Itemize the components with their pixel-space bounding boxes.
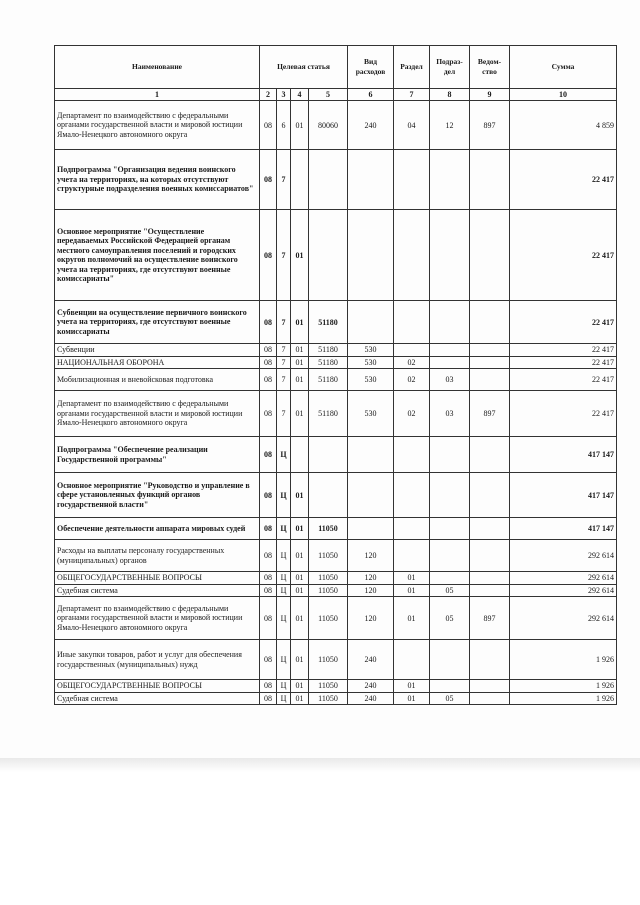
row-name-cell: Департамент по взаимодействию с федеральными органами государственной власти и мировой юстиции Ямало-Ненецкого автономного округа [55, 391, 260, 437]
department-cell [470, 150, 510, 210]
sum-cell: 22 417 [510, 356, 617, 369]
direction-code-cell: 11050 [309, 692, 348, 705]
program-code-cell: 08 [260, 301, 277, 344]
subsection-cell [430, 301, 470, 344]
sum-cell: 417 147 [510, 518, 617, 540]
direction-code-cell: 11050 [309, 640, 348, 680]
table-row [55, 572, 617, 585]
section-cell: 02 [394, 356, 430, 369]
sum-cell: 22 417 [510, 210, 617, 301]
header-sum: Сумма [510, 46, 617, 89]
program-code-cell: 08 [260, 584, 277, 597]
subprogram-code-cell: 6 [277, 101, 291, 150]
program-code-cell: 08 [260, 597, 277, 640]
expense-kind-cell: 120 [348, 597, 394, 640]
direction-code-cell: 51180 [309, 369, 348, 391]
sum-cell: 1 926 [510, 692, 617, 705]
row-name-cell: Основное мероприятие "Осуществление передаваемых Российской Федерацией органам местного самоуправления поселений и городских округов полномочий на осуществление воинского учета на территориях, где отсутствуют военные комиссариаты" [55, 210, 260, 301]
subprogram-code-cell: 7 [277, 391, 291, 437]
department-cell [470, 692, 510, 705]
table-row [55, 356, 617, 369]
direction-code-cell [309, 473, 348, 518]
sum-cell: 22 417 [510, 369, 617, 391]
sum-cell: 22 417 [510, 391, 617, 437]
activity-code-cell: 01 [291, 597, 309, 640]
activity-code-cell: 01 [291, 356, 309, 369]
column-number: 10 [510, 89, 617, 101]
program-code-cell: 08 [260, 692, 277, 705]
subsection-cell [430, 150, 470, 210]
expense-kind-cell: 120 [348, 540, 394, 572]
column-number: 6 [348, 89, 394, 101]
subsection-cell [430, 344, 470, 357]
subsection-cell: 05 [430, 584, 470, 597]
program-code-cell: 08 [260, 369, 277, 391]
expense-kind-cell [348, 518, 394, 540]
activity-code-cell [291, 150, 309, 210]
direction-code-cell: 51180 [309, 301, 348, 344]
subsection-cell: 03 [430, 369, 470, 391]
direction-code-cell: 51180 [309, 391, 348, 437]
table-row [55, 680, 617, 693]
subsection-cell: 05 [430, 597, 470, 640]
department-cell: 897 [470, 597, 510, 640]
sum-cell: 1 926 [510, 680, 617, 693]
row-name-cell: Субвенции на осуществление первичного воинского учета на территориях, где отсутствуют военные комиссариаты [55, 301, 260, 344]
table-row [55, 344, 617, 357]
activity-code-cell: 01 [291, 101, 309, 150]
column-number: 2 [260, 89, 277, 101]
table-row [55, 437, 617, 473]
sum-cell: 292 614 [510, 540, 617, 572]
header-target: Целевая статья [260, 46, 348, 89]
column-number: 5 [309, 89, 348, 101]
subsection-cell [430, 540, 470, 572]
section-cell: 01 [394, 584, 430, 597]
table-row [55, 101, 617, 150]
header-row [55, 46, 617, 89]
program-code-cell: 08 [260, 210, 277, 301]
department-cell [470, 473, 510, 518]
subprogram-code-cell: Ц [277, 518, 291, 540]
direction-code-cell [309, 150, 348, 210]
section-cell [394, 518, 430, 540]
row-name-cell: НАЦИОНАЛЬНАЯ ОБОРОНА [55, 356, 260, 369]
section-cell: 01 [394, 692, 430, 705]
table-row [55, 540, 617, 572]
expense-kind-cell [348, 150, 394, 210]
sum-cell: 417 147 [510, 437, 617, 473]
department-cell [470, 369, 510, 391]
department-cell [470, 356, 510, 369]
row-name-cell: Подпрограмма "Организация ведения воинского учета на территориях, на которых отсутствуют структурные подразделения военных комиссариатов" [55, 150, 260, 210]
subprogram-code-cell: Ц [277, 584, 291, 597]
program-code-cell: 08 [260, 572, 277, 585]
page-edge-shadow [0, 758, 640, 772]
expense-kind-cell [348, 301, 394, 344]
expense-kind-cell: 240 [348, 640, 394, 680]
table-row [55, 301, 617, 344]
direction-code-cell: 51180 [309, 344, 348, 357]
direction-code-cell: 11050 [309, 518, 348, 540]
row-name-cell: Мобилизационная и вневойсковая подготовка [55, 369, 260, 391]
expense-kind-cell [348, 473, 394, 518]
program-code-cell: 08 [260, 101, 277, 150]
activity-code-cell: 01 [291, 518, 309, 540]
direction-code-cell: 11050 [309, 540, 348, 572]
table-row [55, 692, 617, 705]
row-name-cell: Судебная система [55, 692, 260, 705]
department-cell [470, 540, 510, 572]
direction-code-cell: 51180 [309, 356, 348, 369]
row-name-cell: Расходы на выплаты персоналу государственных (муниципальных) органов [55, 540, 260, 572]
department-cell [470, 301, 510, 344]
subprogram-code-cell: 7 [277, 344, 291, 357]
subsection-cell [430, 572, 470, 585]
program-code-cell: 08 [260, 680, 277, 693]
sum-cell: 22 417 [510, 150, 617, 210]
section-cell [394, 473, 430, 518]
section-cell [394, 210, 430, 301]
sum-cell: 4 859 [510, 101, 617, 150]
row-name-cell: Иные закупки товаров, работ и услуг для обеспечения государственных (муниципальных) нужд [55, 640, 260, 680]
direction-code-cell [309, 210, 348, 301]
activity-code-cell: 01 [291, 210, 309, 301]
program-code-cell: 08 [260, 356, 277, 369]
subprogram-code-cell: 7 [277, 301, 291, 344]
section-cell: 01 [394, 597, 430, 640]
row-name-cell: Подпрограмма "Обеспечение реализации Государственной программы" [55, 437, 260, 473]
subsection-cell: 12 [430, 101, 470, 150]
direction-code-cell: 80060 [309, 101, 348, 150]
expense-kind-cell: 240 [348, 692, 394, 705]
department-cell [470, 572, 510, 585]
subprogram-code-cell: Ц [277, 692, 291, 705]
column-number: 1 [55, 89, 260, 101]
subsection-cell: 03 [430, 391, 470, 437]
program-code-cell: 08 [260, 640, 277, 680]
column-number-row [55, 89, 617, 101]
activity-code-cell: 01 [291, 344, 309, 357]
column-number: 9 [470, 89, 510, 101]
expense-kind-cell [348, 210, 394, 301]
department-cell [470, 518, 510, 540]
section-cell [394, 640, 430, 680]
section-cell: 01 [394, 680, 430, 693]
row-name-cell: Обеспечение деятельности аппарата мировых судей [55, 518, 260, 540]
table-row [55, 150, 617, 210]
sum-cell: 292 614 [510, 584, 617, 597]
department-cell [470, 437, 510, 473]
expense-kind-cell: 120 [348, 584, 394, 597]
row-name-cell: Субвенции [55, 344, 260, 357]
program-code-cell: 08 [260, 473, 277, 518]
subprogram-code-cell: Ц [277, 437, 291, 473]
table-row [55, 369, 617, 391]
subsection-cell [430, 210, 470, 301]
column-number: 4 [291, 89, 309, 101]
department-cell [470, 210, 510, 301]
section-cell [394, 301, 430, 344]
direction-code-cell [309, 437, 348, 473]
subprogram-code-cell: Ц [277, 640, 291, 680]
sum-cell: 292 614 [510, 597, 617, 640]
table-row [55, 473, 617, 518]
expense-kind-cell: 240 [348, 101, 394, 150]
expense-kind-cell: 530 [348, 369, 394, 391]
subprogram-code-cell: 7 [277, 210, 291, 301]
subsection-cell [430, 680, 470, 693]
activity-code-cell: 01 [291, 301, 309, 344]
activity-code-cell: 01 [291, 540, 309, 572]
sum-cell: 1 926 [510, 640, 617, 680]
table-row [55, 210, 617, 301]
header-section: Раздел [394, 46, 430, 89]
program-code-cell: 08 [260, 150, 277, 210]
subprogram-code-cell: Ц [277, 473, 291, 518]
header-kind: Вид расходов [348, 46, 394, 89]
header-name: Наименование [55, 46, 260, 89]
expense-kind-cell [348, 437, 394, 473]
subprogram-code-cell: Ц [277, 540, 291, 572]
sum-cell: 22 417 [510, 301, 617, 344]
sum-cell: 417 147 [510, 473, 617, 518]
department-cell [470, 640, 510, 680]
activity-code-cell: 01 [291, 369, 309, 391]
activity-code-cell: 01 [291, 572, 309, 585]
direction-code-cell: 11050 [309, 584, 348, 597]
row-name-cell: Основное мероприятие "Руководство и управление в сфере установленных функций органов государственной власти" [55, 473, 260, 518]
sum-cell: 292 614 [510, 572, 617, 585]
subprogram-code-cell: 7 [277, 356, 291, 369]
department-cell [470, 680, 510, 693]
column-number: 8 [430, 89, 470, 101]
table-row [55, 518, 617, 540]
program-code-cell: 08 [260, 344, 277, 357]
activity-code-cell: 01 [291, 680, 309, 693]
direction-code-cell: 11050 [309, 572, 348, 585]
subsection-cell [430, 473, 470, 518]
program-code-cell: 08 [260, 437, 277, 473]
section-cell [394, 344, 430, 357]
department-cell: 897 [470, 391, 510, 437]
subsection-cell [430, 356, 470, 369]
expense-kind-cell: 120 [348, 572, 394, 585]
subprogram-code-cell: 7 [277, 150, 291, 210]
row-name-cell: Департамент по взаимодействию с федеральными органами государственной власти и мировой юстиции Ямало-Ненецкого автономного округа [55, 101, 260, 150]
direction-code-cell: 11050 [309, 680, 348, 693]
expense-kind-cell: 530 [348, 391, 394, 437]
row-name-cell: Департамент по взаимодействию с федеральными органами государственной власти и мировой юстиции Ямало-Ненецкого автономного округа [55, 597, 260, 640]
header-dept: Ведом-ство [470, 46, 510, 89]
expense-kind-cell: 240 [348, 680, 394, 693]
table-row [55, 640, 617, 680]
activity-code-cell: 01 [291, 391, 309, 437]
section-cell [394, 437, 430, 473]
department-cell: 897 [470, 101, 510, 150]
row-name-cell: ОБЩЕГОСУДАРСТВЕННЫЕ ВОПРОСЫ [55, 572, 260, 585]
column-number: 3 [277, 89, 291, 101]
table-row [55, 584, 617, 597]
section-cell: 04 [394, 101, 430, 150]
subsection-cell: 05 [430, 692, 470, 705]
section-cell: 02 [394, 369, 430, 391]
subprogram-code-cell: 7 [277, 369, 291, 391]
subsection-cell [430, 437, 470, 473]
department-cell [470, 344, 510, 357]
subprogram-code-cell: Ц [277, 572, 291, 585]
column-number: 7 [394, 89, 430, 101]
row-name-cell: Судебная система [55, 584, 260, 597]
subsection-cell [430, 518, 470, 540]
subsection-cell [430, 640, 470, 680]
section-cell: 01 [394, 572, 430, 585]
direction-code-cell: 11050 [309, 597, 348, 640]
subprogram-code-cell: Ц [277, 597, 291, 640]
department-cell [470, 584, 510, 597]
expense-kind-cell: 530 [348, 344, 394, 357]
activity-code-cell: 01 [291, 584, 309, 597]
program-code-cell: 08 [260, 391, 277, 437]
section-cell [394, 540, 430, 572]
subprogram-code-cell: Ц [277, 680, 291, 693]
sum-cell: 22 417 [510, 344, 617, 357]
table-row [55, 391, 617, 437]
activity-code-cell [291, 437, 309, 473]
activity-code-cell: 01 [291, 692, 309, 705]
header-subsection: Подраз-дел [430, 46, 470, 89]
activity-code-cell: 01 [291, 473, 309, 518]
activity-code-cell: 01 [291, 640, 309, 680]
section-cell [394, 150, 430, 210]
row-name-cell: ОБЩЕГОСУДАРСТВЕННЫЕ ВОПРОСЫ [55, 680, 260, 693]
budget-table [54, 45, 617, 705]
expense-kind-cell: 530 [348, 356, 394, 369]
section-cell: 02 [394, 391, 430, 437]
program-code-cell: 08 [260, 540, 277, 572]
table-row [55, 597, 617, 640]
program-code-cell: 08 [260, 518, 277, 540]
